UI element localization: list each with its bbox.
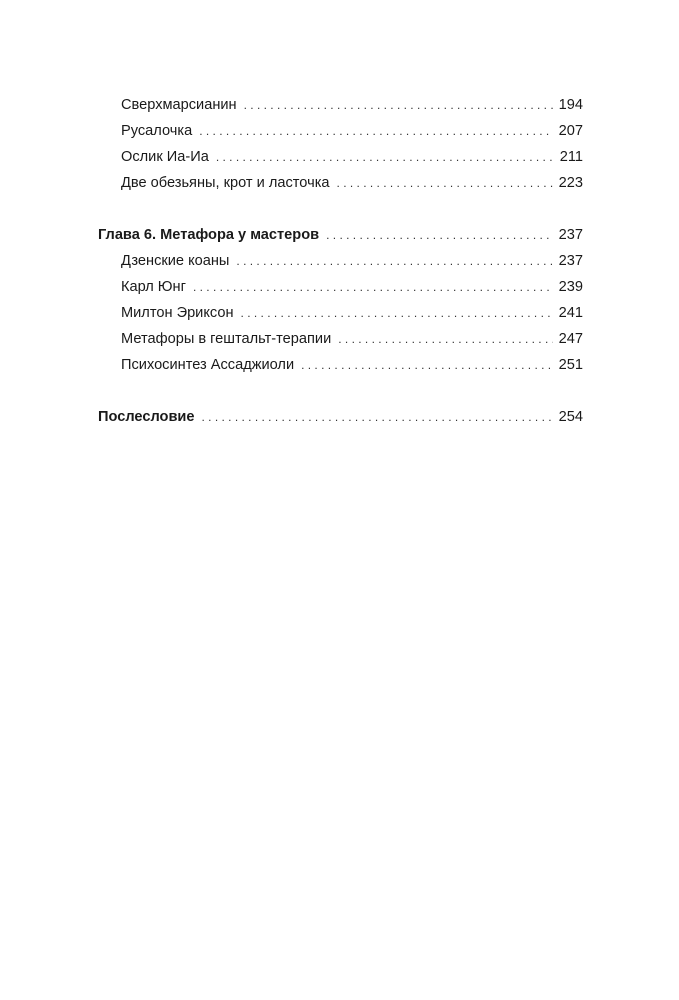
toc-entry [98, 352, 583, 378]
toc-entry [98, 170, 583, 196]
toc-entry-title: Метафоры в гештальт-терапии [121, 331, 332, 347]
dot-leader [244, 92, 553, 118]
dot-leader [216, 144, 554, 170]
toc-afterword-page: 254 [558, 409, 583, 425]
toc-entry-page: 247 [558, 331, 583, 347]
toc-entry-title: Дзенские коаны [121, 253, 230, 269]
toc-entry-title: Две обезьяны, крот и ласточка [121, 175, 330, 191]
dot-leader [241, 300, 553, 326]
dot-leader [326, 222, 553, 248]
toc-entry [98, 118, 583, 144]
dot-leader [301, 352, 553, 378]
toc-entry [98, 274, 583, 300]
dot-leader [236, 248, 552, 274]
toc-entry-title: Карл Юнг [121, 279, 186, 295]
toc-entry-title: Психосинтез Ассаджиоли [121, 357, 295, 373]
toc-entry-page: 207 [558, 123, 583, 139]
toc-entry [98, 300, 583, 326]
toc-entry-title: Ослик Иа-Иа [121, 149, 209, 165]
toc-entry-title: Русалочка [121, 123, 193, 139]
toc-afterword-title: Послесловие [98, 409, 195, 425]
toc-entry-title: Милтон Эриксон [121, 305, 234, 321]
toc-afterword-entry [98, 404, 583, 430]
toc-entry-page: 241 [558, 305, 583, 321]
toc-entry-page: 237 [558, 253, 583, 269]
section-spacer [98, 196, 583, 222]
toc-entry-page: 239 [558, 279, 583, 295]
dot-leader [338, 326, 552, 352]
toc-entry [98, 326, 583, 352]
toc-chapter-title: Глава 6. Метафора у мастеров [98, 227, 320, 243]
dot-leader [337, 170, 553, 196]
dot-leader [193, 274, 553, 300]
toc-entry [98, 144, 583, 170]
dot-leader [202, 404, 553, 430]
toc-entry [98, 248, 583, 274]
toc-entry [98, 92, 583, 118]
toc-entry-page: 251 [558, 357, 583, 373]
dot-leader [199, 118, 552, 144]
table-of-contents [98, 92, 583, 430]
toc-entry-page: 223 [558, 175, 583, 191]
toc-chapter-entry [98, 222, 583, 248]
toc-entry-page: 194 [558, 97, 583, 113]
toc-entry-page: 211 [559, 149, 583, 165]
section-spacer [98, 378, 583, 404]
toc-entry-title: Сверхмарсианин [121, 97, 237, 113]
toc-chapter-page: 237 [558, 227, 583, 243]
